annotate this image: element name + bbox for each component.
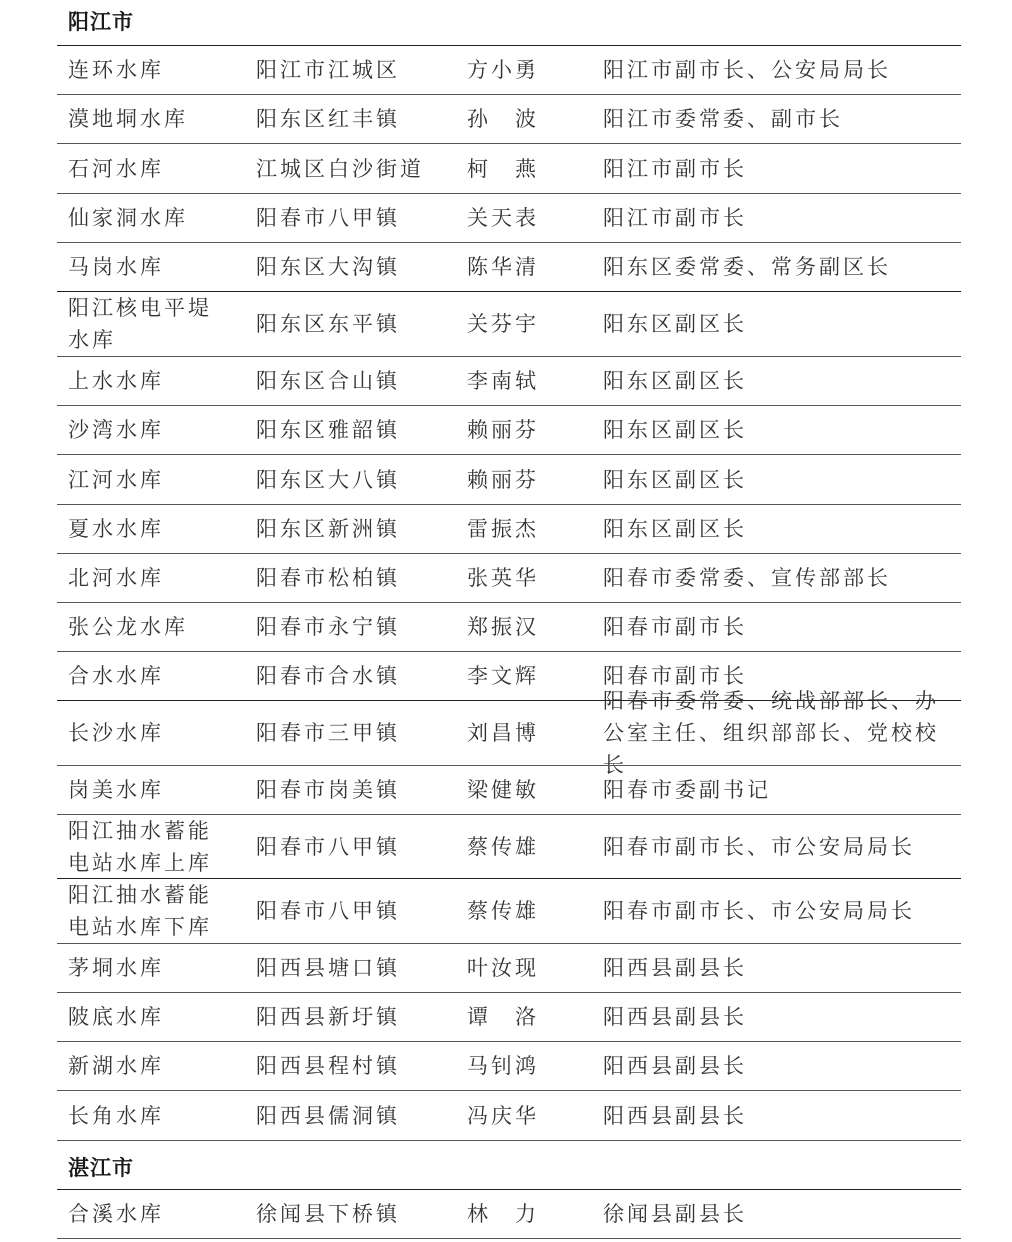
- reservoir-name: 合水水库: [68, 664, 164, 688]
- responsible-person: 方小勇: [467, 58, 539, 82]
- table-row: [57, 944, 961, 992]
- person-position: 阳春市副市长、市公安局局长: [603, 834, 915, 859]
- responsible-person: 梁健敏: [467, 778, 539, 802]
- reservoir-name: 仙家洞水库: [68, 206, 188, 230]
- reservoir-location: 阳东区大沟镇: [256, 255, 400, 279]
- responsible-person: 张英华: [467, 566, 539, 590]
- responsible-person: 蔡传雄: [467, 834, 539, 859]
- person-position: 徐闻县副县长: [603, 1202, 747, 1226]
- reservoir-location: 阳东区合山镇: [256, 369, 400, 393]
- responsible-person: 陈华清: [467, 255, 539, 279]
- table-row: [57, 603, 961, 651]
- table-row: [57, 554, 961, 602]
- reservoir-name: 新湖水库: [68, 1054, 164, 1078]
- table-row: [57, 144, 961, 193]
- reservoir-name: 张公龙水库: [68, 615, 188, 639]
- reservoir-location: 阳春市八甲镇: [256, 899, 400, 923]
- table-row: [57, 455, 961, 504]
- responsible-person: 马钊鸿: [467, 1054, 539, 1078]
- reservoir-location: 阳西县程村镇: [256, 1054, 400, 1078]
- person-position: 阳春市副市长: [603, 664, 747, 688]
- reservoir-location: 阳东区雅韶镇: [256, 418, 400, 442]
- section-title-zhanjiang: 湛江市: [68, 1156, 134, 1180]
- table-row: [57, 406, 961, 454]
- table-row: [57, 766, 961, 814]
- person-position: 阳江市副市长: [603, 206, 747, 230]
- responsible-person: 郑振汉: [467, 615, 539, 639]
- responsible-person: 林 力: [467, 1202, 539, 1226]
- reservoir-name: 江河水库: [68, 467, 164, 492]
- responsible-person: 孙 波: [467, 107, 539, 131]
- reservoir-name: 夏水水库: [68, 517, 164, 541]
- reservoir-location: 阳西县塘口镇: [256, 956, 400, 980]
- reservoir-name: 石河水库: [68, 156, 164, 181]
- reservoir-name: 茅垌水库: [68, 956, 164, 980]
- reservoir-location: 阳东区大八镇: [256, 467, 400, 492]
- person-position: 阳东区副区长: [603, 517, 747, 541]
- reservoir-location: 阳东区红丰镇: [256, 107, 400, 131]
- reservoir-name: 阳江抽水蓄能电站水库上库: [68, 818, 212, 875]
- divider: [57, 1140, 961, 1141]
- reservoir-name: 漠地垌水库: [68, 107, 188, 131]
- reservoir-name: 连环水库: [68, 58, 164, 82]
- reservoir-name: 阳江抽水蓄能电站水库下库: [68, 883, 212, 939]
- reservoir-location: 阳春市松柏镇: [256, 566, 400, 590]
- table-row: [57, 993, 961, 1041]
- responsible-person: 关天表: [467, 206, 539, 230]
- person-position: 阳西县副县长: [603, 1005, 747, 1029]
- responsible-person: 叶汝现: [467, 956, 539, 980]
- person-position: 阳江市委常委、副市长: [603, 107, 843, 131]
- table-row: [57, 505, 961, 553]
- table-row: [57, 815, 961, 878]
- table-row: [57, 95, 961, 143]
- reservoir-location: 阳春市八甲镇: [256, 834, 400, 859]
- responsible-person: 李文辉: [467, 664, 539, 688]
- reservoir-location: 阳东区新洲镇: [256, 517, 400, 541]
- reservoir-location: 阳西县儒洞镇: [256, 1103, 400, 1128]
- section-title-yangjiang: 阳江市: [68, 10, 134, 34]
- table-row: [57, 1091, 961, 1140]
- person-position: 阳春市副市长、市公安局局长: [603, 899, 915, 923]
- person-position: 阳东区副区长: [603, 467, 747, 492]
- person-position: 阳东区委常委、常务副区长: [603, 255, 891, 279]
- reservoir-name: 长沙水库: [68, 721, 164, 745]
- reservoir-name: 合溪水库: [68, 1202, 164, 1226]
- divider: [57, 1238, 961, 1239]
- person-position: 阳春市委常委、宣传部部长: [603, 566, 891, 590]
- reservoir-name: 沙湾水库: [68, 418, 164, 442]
- person-position: 阳东区副区长: [603, 369, 747, 393]
- reservoir-location: 阳春市八甲镇: [256, 206, 400, 230]
- reservoir-location: 阳春市永宁镇: [256, 615, 400, 639]
- person-position: 阳东区副区长: [603, 418, 747, 442]
- person-position: 阳春市委副书记: [603, 778, 771, 802]
- person-position: 阳江市副市长、公安局局长: [603, 58, 891, 82]
- responsible-person: 关芬宇: [467, 312, 539, 336]
- responsible-person: 雷振杰: [467, 517, 539, 541]
- reservoir-location: 江城区白沙街道: [256, 156, 424, 181]
- reservoir-location: 徐闻县下桥镇: [256, 1202, 400, 1226]
- responsible-person: 柯 燕: [467, 156, 539, 181]
- person-position: 阳西县副县长: [603, 1103, 747, 1128]
- reservoir-name: 北河水库: [68, 566, 164, 590]
- responsible-person: 赖丽芬: [467, 467, 539, 492]
- reservoir-name: 上水水库: [68, 369, 164, 393]
- reservoir-location: 阳春市合水镇: [256, 664, 400, 688]
- table-row: [57, 194, 961, 242]
- reservoir-location: 阳东区东平镇: [256, 312, 400, 336]
- reservoir-location: 阳江市江城区: [256, 58, 400, 82]
- person-position: 阳西县副县长: [603, 956, 747, 980]
- table-row: [57, 1042, 961, 1090]
- responsible-person: 赖丽芬: [467, 418, 539, 442]
- responsible-person: 蔡传雄: [467, 899, 539, 923]
- person-position: 阳春市副市长: [603, 615, 747, 639]
- reservoir-location: 阳春市三甲镇: [256, 721, 400, 745]
- reservoir-name: 马岗水库: [68, 255, 164, 279]
- responsible-person: 谭 洛: [467, 1005, 539, 1029]
- table-row: [57, 46, 961, 94]
- table-row: [57, 243, 961, 291]
- reservoir-location: 阳春市岗美镇: [256, 778, 400, 802]
- reservoir-name: 长角水库: [68, 1103, 164, 1128]
- responsible-person: 李南轼: [467, 369, 539, 393]
- person-position: 阳西县副县长: [603, 1054, 747, 1078]
- responsible-person: 冯庆华: [467, 1103, 539, 1128]
- table-row: [57, 292, 961, 356]
- person-position: 阳东区副区长: [603, 312, 747, 336]
- responsible-person: 刘昌博: [467, 721, 539, 745]
- table-row: [57, 689, 961, 777]
- table-row: [57, 879, 961, 943]
- reservoir-location: 阳西县新圩镇: [256, 1005, 400, 1029]
- reservoir-name: 岗美水库: [68, 778, 164, 802]
- reservoir-name: 阳江核电平堤水库: [68, 296, 212, 352]
- table-row: [57, 1190, 961, 1238]
- person-position: 阳江市副市长: [603, 156, 747, 181]
- reservoir-name: 陂底水库: [68, 1005, 164, 1029]
- table-row: [57, 357, 961, 405]
- person-position: 阳春市委常委、统战部部长、办公室主任、组织部部长、党校校长: [603, 689, 939, 777]
